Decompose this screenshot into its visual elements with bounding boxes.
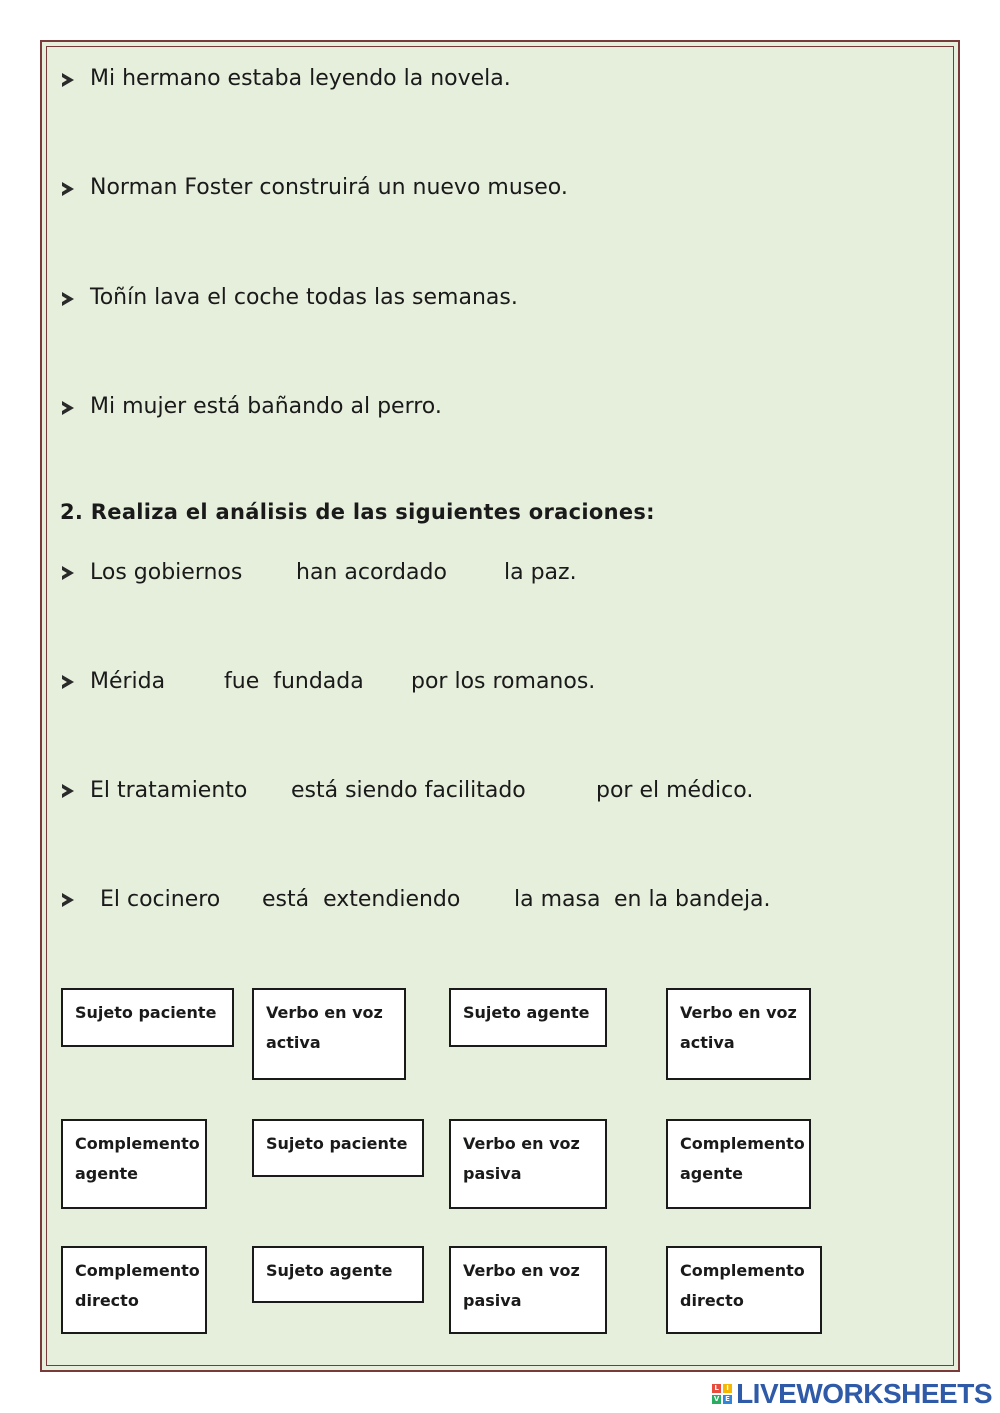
logo-mark-letter: I (723, 1384, 732, 1393)
arrow-bullet-icon (62, 182, 74, 196)
sentence-segment: han acordado (296, 559, 447, 585)
sentence-item (42, 175, 568, 200)
sentence-item (42, 285, 518, 310)
arrow-bullet-icon (62, 675, 74, 689)
sentence-segment: por el médico. (596, 777, 754, 803)
worksheet-frame (40, 40, 960, 1372)
label-card[interactable]: Complemento agente (61, 1119, 207, 1209)
sentence-segment: la masa (514, 886, 601, 912)
sentence-text: Mi hermano estaba leyendo la novela. (90, 66, 511, 91)
analysis-sentence (42, 884, 958, 914)
sentence-segment: Mérida (90, 668, 166, 694)
sentence-text: Norman Foster construirá un nuevo museo. (90, 175, 568, 200)
exercise-heading: 2. Realiza el análisis de las siguientes oraciones: (60, 500, 655, 524)
sentence-segment: El cocinero (100, 886, 221, 912)
label-card[interactable]: Verbo en voz pasiva (449, 1119, 607, 1209)
label-card[interactable]: Sujeto paciente (252, 1119, 424, 1177)
sentence-segment: por los romanos. (411, 668, 596, 694)
sentence-segment: en la bandeja. (614, 886, 771, 912)
sentence-item (42, 394, 442, 419)
label-card[interactable]: Verbo en voz activa (666, 988, 811, 1080)
arrow-bullet-icon (62, 566, 74, 580)
logo-mark-letter: V (713, 1395, 720, 1403)
logo-mark-letter: E (723, 1395, 732, 1404)
logo-text: LIVEWORKSHEETS (736, 1378, 992, 1409)
label-card[interactable]: Verbo en voz pasiva (449, 1246, 607, 1334)
sentence-segment: la paz. (504, 559, 577, 585)
label-card[interactable]: Sujeto paciente (61, 988, 234, 1047)
sentence-segment: El tratamiento (90, 777, 248, 803)
liveworksheets-logo (712, 1379, 992, 1409)
analysis-sentence (42, 775, 958, 805)
arrow-bullet-icon (62, 784, 74, 798)
arrow-bullet-icon (62, 73, 74, 87)
logo-mark-letter: L (712, 1384, 721, 1393)
sentence-segment: Los gobiernos (90, 559, 243, 585)
sentence-text: Mi mujer está bañando al perro. (90, 394, 442, 419)
label-card[interactable]: Verbo en voz activa (252, 988, 406, 1080)
label-card[interactable]: Complemento directo (61, 1246, 207, 1334)
label-card[interactable]: Sujeto agente (252, 1246, 424, 1303)
analysis-sentence (42, 666, 958, 696)
sentence-segment: está extendiendo (262, 886, 461, 912)
label-card[interactable]: Complemento directo (666, 1246, 822, 1334)
arrow-bullet-icon (62, 893, 74, 907)
label-card[interactable]: Sujeto agente (449, 988, 607, 1047)
label-card[interactable]: Complemento agente (666, 1119, 811, 1209)
sentence-segment: fue fundada (224, 668, 364, 694)
arrow-bullet-icon (62, 292, 74, 306)
analysis-sentence (42, 557, 958, 587)
sentence-segment: está siendo facilitado (291, 777, 526, 803)
logo-mark-icon (712, 1384, 732, 1404)
sentence-text: Toñín lava el coche todas las semanas. (90, 285, 518, 310)
sentence-item (42, 66, 511, 91)
arrow-bullet-icon (62, 401, 74, 415)
